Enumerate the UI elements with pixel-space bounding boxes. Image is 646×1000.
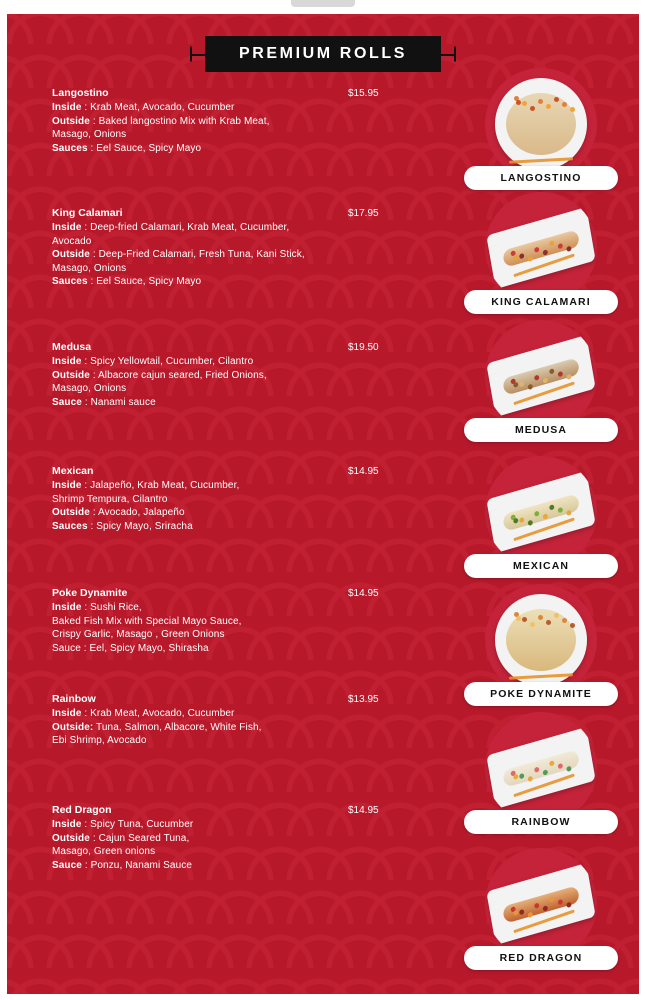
description-text: Ebi Shrimp, Avocado — [52, 735, 147, 746]
description-text: Masago, Green onions — [52, 846, 156, 857]
item-photo-block — [452, 68, 630, 190]
item-description-line — [52, 642, 436, 656]
item-photo-block — [452, 584, 630, 706]
garnish — [502, 493, 580, 531]
description-label: Outside — [52, 832, 90, 844]
item-description-line — [52, 628, 436, 642]
item-name: Mexican — [52, 465, 94, 477]
page-title: PREMIUM ROLLS — [238, 45, 408, 62]
page-notch — [291, 0, 355, 7]
item-name: Rainbow — [52, 693, 96, 705]
description-text: : Jalapeño, Krab Meat, Cucumber, — [81, 480, 240, 491]
item-description-line — [52, 248, 436, 262]
sauce-drizzle — [509, 673, 573, 679]
description-label: Inside — [52, 480, 82, 491]
description-text: Sauce : Eel, Spicy Mayo, Shirasha — [52, 642, 209, 654]
description-text: Masago, Onions — [52, 129, 127, 140]
sushi-roll — [506, 609, 576, 671]
item-name: Medusa — [52, 341, 92, 353]
description-label: Inside — [52, 602, 82, 613]
item-price: $14.95 — [348, 466, 379, 477]
description-label: Sauces — [52, 520, 88, 532]
item-description-line — [52, 493, 436, 507]
item-photo — [485, 192, 597, 304]
description-text: : Eel Sauce, Spicy Mayo — [87, 276, 202, 287]
description-text: : Avocado, Jalapeño — [89, 507, 185, 518]
description-label: Inside — [52, 819, 82, 830]
item-description-line — [52, 382, 436, 396]
item-description-line — [52, 601, 436, 615]
description-text: Baked Fish Mix with Special Mayo Sauce, — [52, 615, 242, 627]
description-label: Sauce — [52, 396, 82, 408]
item-description-line — [52, 520, 436, 534]
item-name: Langostino — [52, 87, 109, 99]
description-label: Outside — [52, 369, 90, 381]
plate — [486, 471, 595, 553]
item-photo — [485, 68, 597, 180]
description-text: : Krab Meat, Avocado, Cucumber — [81, 102, 235, 113]
photo-label: KING CALAMARI — [464, 290, 618, 314]
description-text: Crispy Garlic, Masago , Green Onions — [52, 629, 225, 640]
description-label: Sauces — [52, 142, 88, 154]
item-price: $15.95 — [348, 88, 379, 99]
plate — [486, 727, 595, 809]
item-photo — [485, 848, 597, 960]
garnish — [502, 229, 580, 267]
sauce-drizzle — [509, 157, 573, 163]
item-description-line — [52, 832, 436, 846]
item-description-line — [52, 101, 436, 115]
description-text: Tuna, Salmon, Albacore, White Fish, — [93, 721, 262, 733]
plate — [486, 207, 595, 289]
item-photo-block — [452, 848, 630, 970]
description-label: Sauce — [52, 859, 82, 871]
item-photo — [485, 584, 597, 696]
description-text: Shrimp Tempura, Cilantro — [52, 493, 168, 505]
description-label: Inside — [52, 356, 82, 367]
item-description-line — [52, 262, 436, 276]
description-text: : Baked langostino Mix with Krab Meat, — [89, 115, 270, 127]
item-description-line — [52, 235, 436, 249]
photo-label: MEDUSA — [464, 418, 618, 442]
item-description-line — [52, 396, 436, 410]
garnish — [502, 357, 580, 395]
item-photo-block — [452, 712, 630, 834]
description-text: : Krab Meat, Avocado, Cucumber — [81, 708, 235, 719]
item-description-line — [52, 369, 436, 383]
item-description-line — [52, 707, 436, 721]
item-name: Red Dragon — [52, 804, 112, 816]
sushi-roll — [502, 229, 580, 267]
garnish — [502, 749, 580, 787]
item-price: $17.95 — [348, 208, 379, 219]
description-text: : Spicy Mayo, Sriracha — [87, 520, 193, 532]
item-price: $14.95 — [348, 588, 379, 599]
photo-label: MEXICAN — [464, 554, 618, 578]
item-photo-block — [452, 192, 630, 314]
photo-column — [436, 0, 646, 1000]
item-photo — [485, 712, 597, 824]
item-description-line — [52, 355, 436, 369]
item-name: Poke Dynamite — [52, 587, 128, 599]
photo-label: LANGOSTINO — [464, 166, 618, 190]
photo-label: RAINBOW — [464, 810, 618, 834]
item-photo — [485, 320, 597, 432]
description-text: : Spicy Yellowtail, Cucumber, Cilantro — [81, 356, 254, 367]
item-description-line — [52, 506, 436, 520]
description-label: Sauces — [52, 276, 88, 287]
item-name: King Calamari — [52, 207, 123, 219]
section-title-ribbon — [205, 36, 441, 72]
description-text: : Albacore cajun seared, Fried Onions, — [89, 369, 267, 381]
item-description-line — [52, 221, 436, 235]
description-text: : Ponzu, Nanami Sauce — [81, 859, 193, 871]
garnish — [502, 885, 580, 923]
description-text: Avocado — [52, 235, 92, 247]
ribbon-tick-left — [190, 47, 192, 62]
item-price: $14.95 — [348, 805, 379, 816]
item-description-line — [52, 128, 436, 142]
item-photo — [485, 456, 597, 568]
description-label: Inside — [52, 102, 82, 113]
description-text: : Cajun Seared Tuna, — [89, 832, 190, 844]
description-label: Outside: — [52, 721, 94, 733]
description-label: Inside — [52, 222, 82, 233]
description-label: Outside — [52, 507, 90, 518]
description-text: : Eel Sauce, Spicy Mayo — [87, 142, 202, 154]
item-description-line — [52, 734, 436, 748]
description-text: : Spicy Tuna, Cucumber — [81, 819, 194, 830]
item-photo-block — [452, 456, 630, 578]
plate — [486, 863, 595, 945]
description-text: : Sushi Rice, — [81, 602, 142, 613]
item-description-line — [52, 721, 436, 735]
description-text: Masago, Onions — [52, 262, 127, 274]
description-text: : Deep-Fried Calamari, Fresh Tuna, Kani Stick, — [89, 249, 305, 260]
garnish — [506, 609, 576, 671]
photo-label: RED DRAGON — [464, 946, 618, 970]
item-description-line — [52, 115, 436, 129]
item-price: $13.95 — [348, 694, 379, 705]
description-text: Masago, Onions — [52, 383, 127, 394]
photo-label: POKE DYNAMITE — [464, 682, 618, 706]
sushi-roll — [502, 885, 580, 923]
plate — [486, 335, 595, 417]
item-price: $19.50 — [348, 342, 379, 353]
description-text: : Nanami sauce — [81, 396, 156, 408]
description-label: Outside — [52, 115, 90, 127]
description-label: Inside — [52, 708, 82, 719]
plate — [495, 78, 587, 170]
description-label: Outside — [52, 249, 90, 260]
item-description-line — [52, 615, 436, 629]
item-description-line — [52, 859, 436, 873]
item-description-line — [52, 479, 436, 493]
sushi-roll — [502, 749, 580, 787]
description-text: : Deep-fried Calamari, Krab Meat, Cucumber, — [81, 222, 290, 233]
item-description-line — [52, 142, 436, 156]
item-description-line — [52, 818, 436, 832]
item-photo-block — [452, 320, 630, 442]
item-description-line — [52, 275, 436, 289]
sushi-roll — [502, 357, 580, 395]
plate — [495, 594, 587, 686]
sushi-roll — [502, 493, 580, 531]
sushi-roll — [506, 93, 576, 155]
garnish — [506, 93, 576, 155]
item-description-line — [52, 845, 436, 859]
